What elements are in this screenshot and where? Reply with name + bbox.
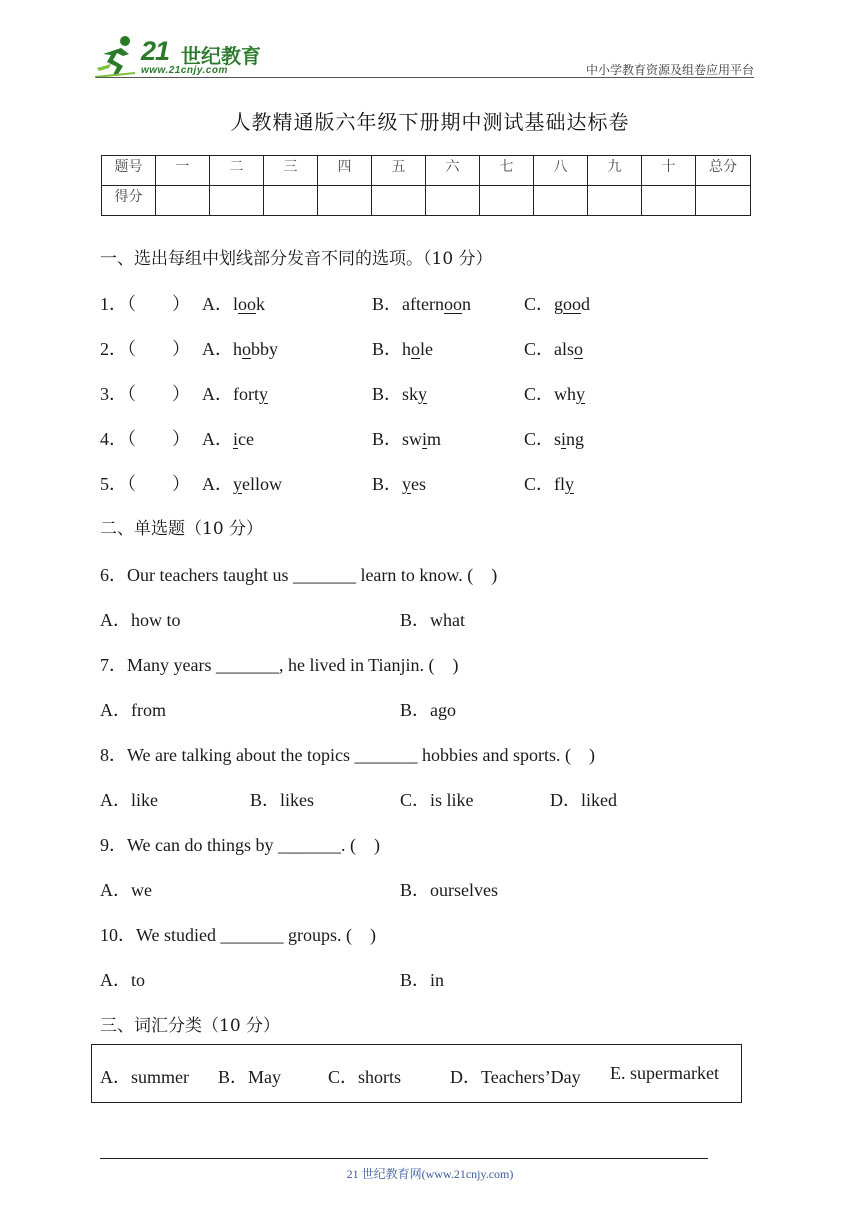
score-table bbox=[101, 155, 751, 216]
question-number: 1．（ ） bbox=[100, 294, 190, 314]
option-a: A．from bbox=[100, 700, 166, 720]
word-part: l bbox=[233, 294, 239, 314]
option-label: A． bbox=[202, 339, 233, 359]
underlined-part: y bbox=[259, 384, 268, 404]
option-c: C．is like bbox=[400, 790, 474, 810]
score-header-cell: 九 bbox=[588, 156, 642, 186]
score-header-cell: 题号 bbox=[102, 156, 156, 186]
question-stem: 7．Many years _______, he lived in Tianjin. ( ) bbox=[100, 655, 459, 675]
option-label: C． bbox=[524, 474, 555, 494]
option-b: B．ourselves bbox=[400, 880, 498, 900]
option-label: B． bbox=[372, 339, 403, 359]
score-cell[interactable] bbox=[156, 186, 210, 216]
underlined-part: i bbox=[422, 429, 428, 449]
score-cell[interactable] bbox=[642, 186, 696, 216]
word-part: sw bbox=[402, 429, 423, 449]
vocab-item: E. supermarket bbox=[610, 1063, 719, 1083]
option-label: C． bbox=[524, 429, 555, 449]
score-header-cell: 六 bbox=[426, 156, 480, 186]
option-a bbox=[202, 425, 254, 451]
option-a: A．how to bbox=[100, 610, 181, 630]
score-cell[interactable] bbox=[426, 186, 480, 216]
option-a bbox=[202, 470, 282, 496]
runner-icon bbox=[95, 34, 141, 78]
option-label: A． bbox=[202, 384, 233, 404]
underlined-part: i bbox=[561, 429, 567, 449]
word-part: s bbox=[554, 429, 562, 449]
word-part: bby bbox=[251, 339, 278, 359]
option-c bbox=[524, 470, 574, 496]
option-b: B．ago bbox=[400, 700, 456, 720]
underlined-part: y bbox=[576, 384, 586, 404]
word-part: sk bbox=[402, 384, 419, 404]
option-b: B．in bbox=[400, 970, 445, 990]
logo-url: www.21cnjy.com bbox=[141, 65, 228, 76]
word-part: h bbox=[402, 339, 412, 359]
score-header-cell: 五 bbox=[372, 156, 426, 186]
section1-heading: 一、选出每组中划线部分发音不同的选项。（10 分） bbox=[100, 249, 493, 269]
score-cell[interactable] bbox=[318, 186, 372, 216]
option-label: C． bbox=[524, 294, 555, 314]
question-stem: 6．Our teachers taught us _______ learn to know. ( ) bbox=[100, 565, 498, 585]
score-header-cell: 三 bbox=[264, 156, 318, 186]
word-part: k bbox=[256, 294, 266, 314]
score-cell[interactable] bbox=[696, 186, 751, 216]
section2-heading: 二、单选题（10 分） bbox=[100, 519, 264, 539]
question-stem: 9．We can do things by _______. ( ) bbox=[100, 835, 381, 855]
question-number: 3．（ ） bbox=[100, 384, 190, 404]
score-cell[interactable] bbox=[372, 186, 426, 216]
option-a bbox=[202, 335, 278, 361]
option-b bbox=[372, 335, 433, 361]
option-label: A． bbox=[202, 429, 233, 449]
header-divider bbox=[96, 77, 754, 78]
word-part: wh bbox=[554, 384, 577, 404]
footer-text: 21 世纪教育网(www.21cnjy.com) bbox=[346, 1167, 514, 1181]
option-c bbox=[524, 335, 583, 361]
question-number: 4．（ ） bbox=[100, 429, 190, 449]
underlined-part: o bbox=[574, 339, 584, 359]
word-part: h bbox=[233, 339, 242, 359]
score-cell[interactable] bbox=[210, 186, 264, 216]
option-label: C． bbox=[524, 339, 555, 359]
word-part: fort bbox=[233, 384, 259, 404]
word-part: als bbox=[554, 339, 575, 359]
word-part: fl bbox=[554, 474, 566, 494]
word-part: m bbox=[427, 429, 442, 449]
underlined-part: o bbox=[242, 339, 251, 359]
option-a: A．like bbox=[100, 790, 158, 810]
word-part: es bbox=[411, 474, 427, 494]
score-row-label: 得分 bbox=[102, 186, 156, 216]
header-platform-text: 中小学教育资源及组卷应用平台 bbox=[585, 63, 754, 77]
option-label: B． bbox=[372, 294, 403, 314]
word-part: le bbox=[420, 339, 434, 359]
question-number: 2．（ ） bbox=[100, 339, 190, 359]
score-cell[interactable] bbox=[264, 186, 318, 216]
score-header-cell: 四 bbox=[318, 156, 372, 186]
vocab-item: A．summer bbox=[100, 1067, 189, 1087]
score-cell[interactable] bbox=[480, 186, 534, 216]
option-a bbox=[202, 290, 265, 316]
vocab-item: D．Teachers’Day bbox=[450, 1067, 581, 1087]
score-table-header-row bbox=[102, 156, 751, 186]
section3-heading: 三、词汇分类（10 分） bbox=[100, 1016, 281, 1036]
vocab-item: C．shorts bbox=[328, 1067, 402, 1087]
option-b bbox=[372, 425, 441, 451]
underlined-part: y bbox=[233, 474, 242, 494]
footer-divider bbox=[100, 1158, 708, 1159]
underlined-part: oo bbox=[238, 294, 257, 314]
score-cell[interactable] bbox=[534, 186, 588, 216]
option-a: A．to bbox=[100, 970, 145, 990]
score-table-score-row bbox=[102, 186, 751, 216]
option-label: B． bbox=[372, 384, 403, 404]
page-title: 人教精通版六年级下册期中测试基础达标卷 bbox=[230, 110, 630, 134]
score-header-cell: 一 bbox=[156, 156, 210, 186]
option-a bbox=[202, 380, 268, 406]
word-part: n bbox=[461, 294, 471, 314]
underlined-part: i bbox=[233, 429, 239, 449]
option-b: B．what bbox=[400, 610, 465, 630]
score-header-cell: 七 bbox=[480, 156, 534, 186]
option-c bbox=[524, 425, 584, 451]
question-stem: 10．We studied _______ groups. ( ) bbox=[100, 925, 377, 945]
underlined-part: y bbox=[402, 474, 412, 494]
option-label: B． bbox=[372, 474, 403, 494]
word-part: g bbox=[554, 294, 564, 314]
logo-text: 世纪教育 bbox=[181, 44, 261, 68]
option-b bbox=[372, 290, 471, 316]
vocabulary-box bbox=[91, 1044, 742, 1103]
option-label: C． bbox=[524, 384, 555, 404]
option-c bbox=[524, 380, 585, 406]
score-header-cell: 八 bbox=[534, 156, 588, 186]
option-label: B． bbox=[372, 429, 403, 449]
score-header-cell: 二 bbox=[210, 156, 264, 186]
word-part: d bbox=[581, 294, 591, 314]
word-part: ellow bbox=[242, 474, 282, 494]
underlined-part: o bbox=[411, 339, 421, 359]
option-label: A． bbox=[202, 474, 233, 494]
word-part: ce bbox=[238, 429, 254, 449]
underlined-part: oo bbox=[563, 294, 582, 314]
option-label: A． bbox=[202, 294, 233, 314]
question-number: 5．（ ） bbox=[100, 474, 190, 494]
score-cell[interactable] bbox=[588, 186, 642, 216]
question-stem: 8．We are talking about the topics _______ hobbies and sports. ( ) bbox=[100, 745, 595, 765]
word-part: ng bbox=[566, 429, 585, 449]
score-header-cell: 总分 bbox=[696, 156, 751, 186]
logo-number: 21 bbox=[141, 36, 170, 66]
underlined-part: y bbox=[565, 474, 575, 494]
option-a: A．we bbox=[100, 880, 152, 900]
underlined-part: oo bbox=[443, 294, 462, 314]
word-part: aftern bbox=[402, 294, 444, 314]
option-b: B．likes bbox=[250, 790, 315, 810]
option-c bbox=[524, 290, 590, 316]
option-b bbox=[372, 380, 427, 406]
logo bbox=[95, 34, 265, 78]
option-b bbox=[372, 470, 426, 496]
vocab-item: B．May bbox=[218, 1067, 281, 1087]
score-header-cell: 十 bbox=[642, 156, 696, 186]
option-d: D．liked bbox=[550, 790, 617, 810]
underlined-part: y bbox=[418, 384, 428, 404]
